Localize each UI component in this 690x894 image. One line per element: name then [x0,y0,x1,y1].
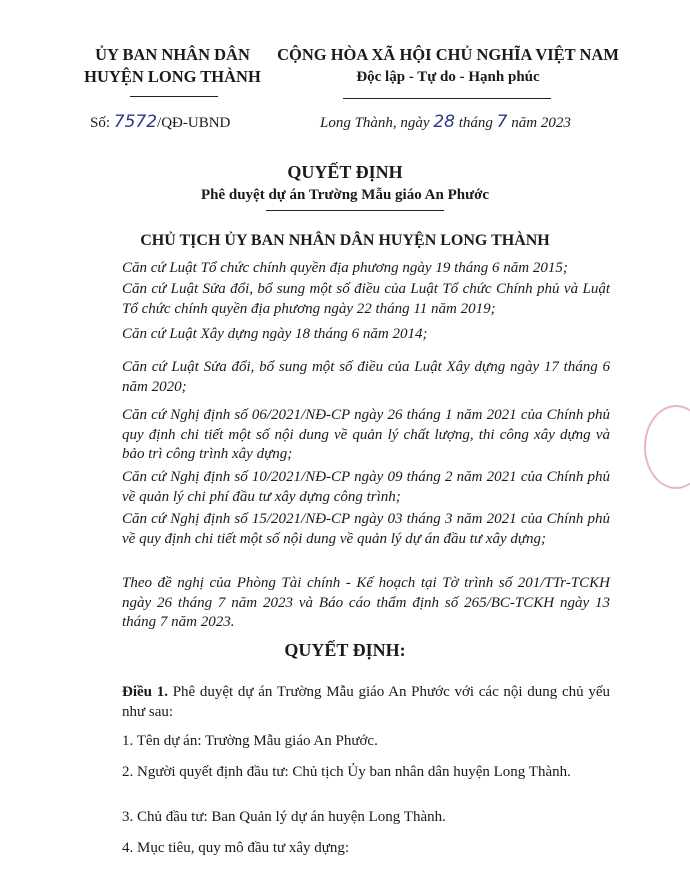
item-1: 1. Tên dự án: Trường Mẫu giáo An Phước. [122,733,378,749]
legal-basis-6: Căn cứ Nghị định số 10/2021/NĐ-CP ngày 09 tháng 2 năm 2021 của Chính phủ về quản lý chi phí đầu tư xây dựng công trình; [122,469,610,505]
legal-basis-5: Căn cứ Nghị định số 06/2021/NĐ-CP ngày 26 tháng 1 năm 2021 của Chính phủ quy định chi tiết một số nội dung về quản lý chất lượng, thi công xây dựng và bảo trì công trình xây dựng; [122,407,610,462]
org-name-line1: ỦY BAN NHÂN DÂN [95,45,250,64]
article-1-label: Điều 1. [122,684,168,700]
red-seal-icon [644,405,690,489]
date-year: năm 2023 [511,115,571,131]
date-month-label: tháng [458,115,493,131]
legal-basis-8: Theo đề nghị của Phòng Tài chính - Kế hoạch tại Tờ trình số 201/TTr-TCKH ngày 26 tháng 7 năm 2023 và Báo cáo thẩm định số 265/BC-TCKH ngày 13 tháng 7 năm 2023. [122,575,610,630]
item-3: 3. Chủ đầu tư: Ban Quản lý dự án huyện Long Thành. [122,809,446,825]
item-4: 4. Mục tiêu, quy mô đầu tư xây dựng: [122,840,350,856]
document-number [90,112,230,132]
date-month: 7 [496,112,508,132]
legal-basis-4: Căn cứ Luật Sửa đổi, bổ sung một số điều của Luật Xây dựng ngày 17 tháng 6 năm 2020; [122,359,610,395]
document-subtitle: Phê duyệt dự án Trường Mẫu giáo An Phước [200,187,490,203]
legal-basis-2: Căn cứ Luật Sửa đổi, bổ sung một số điều của Luật Tổ chức Chính phủ và Luật Tổ chức chính quyền địa phương ngày 22 tháng 11 năm 2019; [122,281,610,317]
org-underline [130,96,218,97]
article-1-text: Phê duyệt dự án Trường Mẫu giáo An Phước với các nội dung chủ yếu như sau: [122,684,611,720]
legal-basis-1: Căn cứ Luật Tổ chức chính quyền địa phương ngày 19 tháng 6 năm 2015; [122,260,568,276]
number-suffix: /QĐ-UBND [157,115,231,131]
number-prefix: Số: [90,115,111,131]
item-2: 2. Người quyết định đầu tư: Chủ tịch Ủy ban nhân dân huyện Long Thành. [122,764,571,780]
nation-motto: Độc lập - Tự do - Hạnh phúc [356,69,540,85]
legal-basis-7: Căn cứ Nghị định số 15/2021/NĐ-CP ngày 03 tháng 3 năm 2021 của Chính phủ về quy định chi tiết một số nội dung về quản lý dự án đầu tư xây dựng; [122,511,610,547]
org-name-line2: HUYỆN LONG THÀNH [84,67,261,86]
decision-heading: QUYẾT ĐỊNH: [284,640,406,660]
legal-basis-3: Căn cứ Luật Xây dựng ngày 18 tháng 6 năm 2014; [122,326,428,342]
subtitle-underline [266,210,444,211]
document-title: QUYẾT ĐỊNH [287,162,403,182]
document-date [320,112,571,132]
issuing-authority: CHỦ TỊCH ỦY BAN NHÂN DÂN HUYỆN LONG THÀNH [140,232,550,249]
nation-name: CỘNG HÒA XÃ HỘI CHỦ NGHĨA VIỆT NAM [277,45,619,64]
date-day: 28 [433,112,455,132]
number-handwritten: 7572 [113,112,158,132]
article-1 [82,682,610,722]
date-place: Long Thành, ngày [320,115,430,131]
motto-underline [343,98,551,99]
